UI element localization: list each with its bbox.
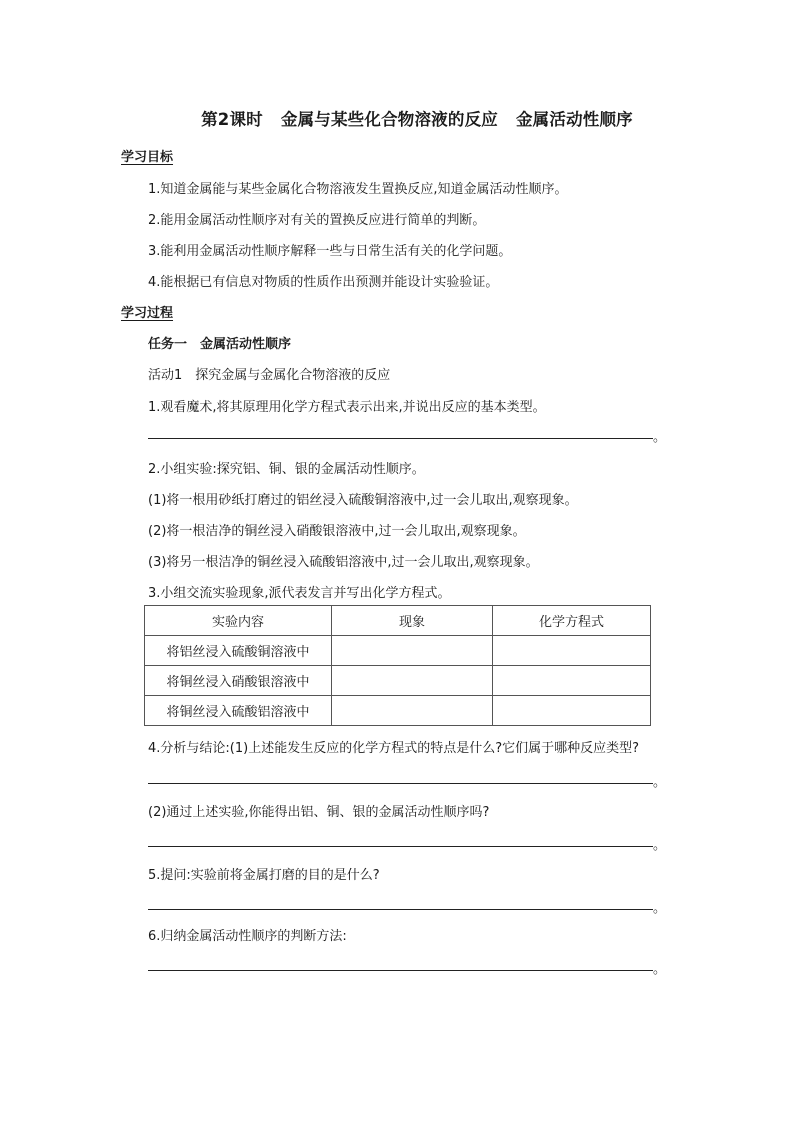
answer-end-mark-3: 。 bbox=[653, 838, 667, 853]
question-3: 3.小组交流实验现象,派代表发言并写出化学方程式。 bbox=[148, 586, 451, 601]
answer-line-1[interactable] bbox=[148, 438, 653, 439]
table-cell-content: 将铝丝浸入硫酸铜溶液中 bbox=[145, 636, 332, 666]
table-row bbox=[145, 636, 651, 666]
title-part-1: 金属与某些化合物溶液的反应 bbox=[280, 110, 498, 129]
question-2-step-3: (3)将另一根洁净的铜丝浸入硫酸铝溶液中,过一会儿取出,观察现象。 bbox=[148, 555, 539, 570]
objective-item-1: 1.知道金属能与某些金属化合物溶液发生置换反应,知道金属活动性顺序。 bbox=[148, 182, 568, 197]
table-cell-phenomenon[interactable] bbox=[332, 696, 493, 726]
lesson-number: 第2课时 bbox=[201, 110, 263, 129]
table-header: 现象 bbox=[332, 606, 493, 636]
table-cell-content: 将铜丝浸入硝酸银溶液中 bbox=[145, 666, 332, 696]
table-cell-phenomenon[interactable] bbox=[332, 666, 493, 696]
question-4-part-1: 4.分析与结论:(1)上述能发生反应的化学方程式的特点是什么?它们属于哪种反应类型? bbox=[148, 741, 639, 756]
question-6: 6.归纳金属活动性顺序的判断方法: bbox=[148, 929, 347, 944]
question-1: 1.观看魔术,将其原理用化学方程式表示出来,并说出反应的基本类型。 bbox=[148, 400, 546, 415]
table-cell-content: 将铜丝浸入硫酸铝溶液中 bbox=[145, 696, 332, 726]
answer-line-2[interactable] bbox=[148, 783, 653, 784]
answer-line-5[interactable] bbox=[148, 970, 653, 971]
task-heading: 任务一 金属活动性顺序 bbox=[148, 337, 292, 352]
objectives-heading: 学习目标 bbox=[121, 150, 174, 165]
answer-end-mark-5: 。 bbox=[653, 962, 667, 977]
page-title bbox=[0, 106, 794, 130]
answer-end-mark-1: 。 bbox=[653, 430, 667, 445]
table-row bbox=[145, 696, 651, 726]
question-5: 5.提问:实验前将金属打磨的目的是什么? bbox=[148, 868, 380, 883]
objective-item-3: 3.能利用金属活动性顺序解释一些与日常生活有关的化学问题。 bbox=[148, 244, 512, 259]
answer-end-mark-4: 。 bbox=[653, 901, 667, 916]
answer-end-mark-2: 。 bbox=[653, 775, 667, 790]
table-cell-equation[interactable] bbox=[493, 636, 651, 666]
objective-item-4: 4.能根据已有信息对物质的性质作出预测并能设计实验验证。 bbox=[148, 275, 499, 290]
table-header-row bbox=[145, 606, 651, 636]
answer-line-4[interactable] bbox=[148, 909, 653, 910]
question-4-part-2: (2)通过上述实验,你能得出铝、铜、银的金属活动性顺序吗? bbox=[148, 805, 490, 820]
table-header: 化学方程式 bbox=[493, 606, 651, 636]
question-2-step-1: (1)将一根用砂纸打磨过的铝丝浸入硫酸铜溶液中,过一会儿取出,观察现象。 bbox=[148, 493, 578, 508]
table-cell-phenomenon[interactable] bbox=[332, 636, 493, 666]
objective-item-2: 2.能用金属活动性顺序对有关的置换反应进行简单的判断。 bbox=[148, 213, 486, 228]
table-row bbox=[145, 666, 651, 696]
process-heading: 学习过程 bbox=[121, 306, 174, 321]
title-part-2: 金属活动性顺序 bbox=[515, 110, 633, 129]
experiment-table bbox=[144, 605, 651, 726]
question-2: 2.小组实验:探究铝、铜、银的金属活动性顺序。 bbox=[148, 462, 425, 477]
table-cell-equation[interactable] bbox=[493, 666, 651, 696]
table-cell-equation[interactable] bbox=[493, 696, 651, 726]
answer-line-3[interactable] bbox=[148, 846, 653, 847]
question-2-step-2: (2)将一根洁净的铜丝浸入硝酸银溶液中,过一会儿取出,观察现象。 bbox=[148, 524, 526, 539]
table-header: 实验内容 bbox=[145, 606, 332, 636]
activity-heading: 活动1 探究金属与金属化合物溶液的反应 bbox=[148, 368, 391, 383]
